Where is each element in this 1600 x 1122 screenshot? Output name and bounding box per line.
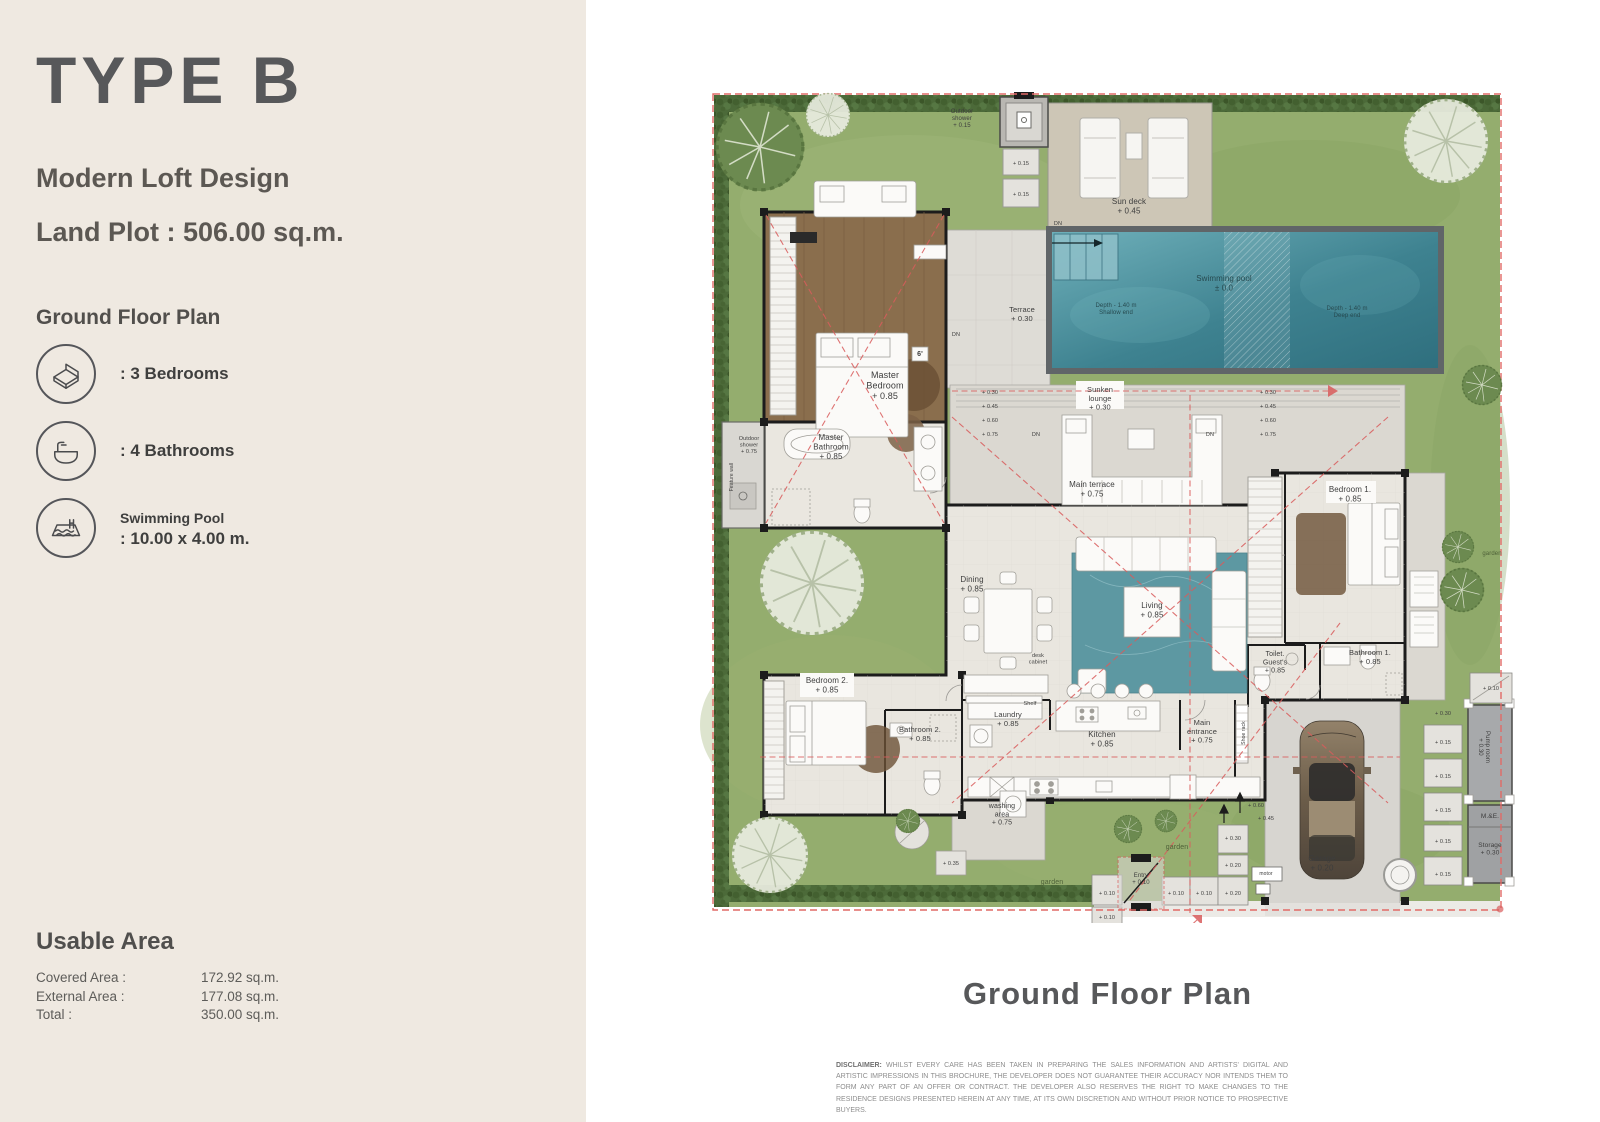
plan-label-main-entrance: Main entrance + 0.75 xyxy=(1187,718,1217,745)
bedrooms-feature xyxy=(36,344,249,404)
plan-label-bedroom-1: Bedroom 1. + 0.85 xyxy=(1328,485,1372,504)
plan-label-garden-2: garden xyxy=(1165,844,1189,851)
plan-label-outdoor-shower-left: Outdoor shower + 0.75 xyxy=(738,436,760,455)
plan-label-walk-stone-1: + 0.15 xyxy=(1434,740,1452,746)
plan-label-entrance-step-2: + 0.45 xyxy=(1258,816,1275,822)
plan-label-entry-stone-2: + 0.10 xyxy=(1098,915,1116,921)
feature-list xyxy=(36,344,249,575)
plan-label-walk-stone-3: + 0.15 xyxy=(1434,808,1452,814)
plan-label-walk-stone-4: + 0.15 xyxy=(1434,839,1452,845)
plan-label-toilet-guest: Toilet. Guest's + 0.85 xyxy=(1262,651,1288,675)
plan-label-kitchen: Kitchen + 0.85 xyxy=(1088,730,1116,749)
pool-icon xyxy=(36,498,96,558)
plan-label-garage: Garage + 0.20 xyxy=(1308,854,1336,873)
floor-plan xyxy=(700,85,1515,923)
plan-label-entry-stone-6: + 0.30 xyxy=(1224,836,1242,842)
plan-label-washer-stone: + 0.35 xyxy=(942,861,960,867)
plan-label-garden-1: garden xyxy=(1040,879,1064,886)
plan-label-me-room: M.&E. xyxy=(1480,813,1500,820)
usable-area-section xyxy=(36,928,306,1025)
plan-label-bathroom-2: Bathroom 2. + 0.85 xyxy=(899,725,941,743)
plan-label-bedroom-2: Bedroom 2. + 0.85 xyxy=(805,676,849,695)
bathtub-icon xyxy=(36,421,96,481)
plan-label-entry-stone-3: + 0.10 xyxy=(1167,891,1185,897)
disclaimer xyxy=(836,1060,1288,1116)
plan-label-depth-shallow: Depth - 1.40 m Shallow end xyxy=(1095,303,1137,317)
design-title: Modern Loft Design xyxy=(36,163,290,193)
plan-label-swimming-pool: Swimming pool ± 0.0 xyxy=(1196,274,1252,293)
plan-label-steps-left-4: + 0.75 xyxy=(982,432,999,438)
plan-label-dining: Dining + 0.85 xyxy=(960,575,984,594)
plan-label-motor: motor xyxy=(1259,871,1273,877)
plan-label-dn-steps-left: DN xyxy=(1031,432,1041,438)
plan-label-feature-wall: Feature wall xyxy=(729,462,735,492)
plan-label-steps-left-2: + 0.45 xyxy=(982,404,999,410)
plan-label-desk-cabinet: desk cabinet xyxy=(1028,653,1048,666)
pool-label: : 10.00 x 4.00 m. xyxy=(120,529,250,548)
swimming-pool xyxy=(1046,226,1444,374)
plan-label-walk-stone-2: + 0.15 xyxy=(1434,774,1452,780)
plan-label-dn-pool: DN xyxy=(1053,221,1063,227)
dining-table xyxy=(984,589,1032,653)
plan-label-entry-stone-4: + 0.10 xyxy=(1195,891,1213,897)
usable-area-heading: Usable Area xyxy=(36,928,174,955)
plan-label-walk-stone-5: + 0.15 xyxy=(1434,872,1452,878)
plan-label-storage: Storage + 0.30 xyxy=(1478,842,1502,857)
disclaimer-text: WHILST EVERY CARE HAS BEEN TAKEN IN PREPARING THE SALES INFORMATION AND ARTISTS' DIGITAL AND ARTISTIC IMPRESSIONS IN THIS BROCHURE, THE DEVELOPER DOES NOT GUARANTEE THEIR ACCURACY NOR INTENDS THEM TO FORM ANY PART OF AN OFFER OR CONTRACT. THE DEVELOPER ALSO RESERVES THE RIGHT TO MAKE CHANGES TO THE RESIDENCE DESIGNS PRESENTED HEREIN AT ANY TIME, AT ITS OWN DISCRETION AND WITHOUT PRIOR NOTICE TO PROSPECTIVE BUYERS. xyxy=(836,1062,1288,1114)
ground-floor-plan-label: Ground Floor Plan xyxy=(36,306,221,329)
tv-cabinet xyxy=(790,232,817,243)
plan-label-walk-stone-0: + 0.30 xyxy=(1434,711,1452,717)
covered-area-row: Covered Area : 172.92 sq.m. xyxy=(36,970,279,985)
plan-label-terrace: Terrace + 0.30 xyxy=(1009,305,1035,323)
plan-label-entrance-step-1: + 0.60 xyxy=(1248,803,1265,809)
plan-label-master-bedroom: Master Bedroom + 0.85 xyxy=(866,370,904,402)
plan-label-steps-left-3: + 0.60 xyxy=(982,418,999,424)
plan-label-laundry: Laundry + 0.85 xyxy=(994,710,1022,728)
bathrooms-feature xyxy=(36,421,249,481)
plan-label-washing-area: washing area + 0.75 xyxy=(988,803,1016,827)
total-area-row: Total : 350.00 sq.m. xyxy=(36,1007,279,1023)
plan-label-bed-size: 6' xyxy=(917,351,923,358)
plan-label-shoe-rack: Shoe rack xyxy=(1241,721,1247,745)
plan-label-outdoor-shower-top: Outdoor shower + 0.15 xyxy=(950,109,974,130)
plan-label-shelf: Shelf xyxy=(1023,701,1037,707)
plan-label-depth-deep: Depth - 1.40 m Deep end xyxy=(1326,306,1368,320)
plan-label-dn-steps-right: DN xyxy=(1205,432,1215,438)
plan-label-living: Living + 0.85 xyxy=(1140,601,1164,620)
disclaimer-label: DISCLAIMER: xyxy=(836,1062,882,1069)
plan-label-pump-stone: + 0.10 xyxy=(1482,686,1500,692)
bed-icon xyxy=(36,344,96,404)
plan-label-master-bathroom: Master Bathroom + 0.85 xyxy=(813,433,849,461)
plan-label-entry-stone-5: + 0.20 xyxy=(1224,891,1242,897)
plan-label-steps-right-4: + 0.75 xyxy=(1260,432,1277,438)
plan-label-entry: Entry + 0.10 xyxy=(1132,873,1150,887)
plan-label-steps-left-1: + 0.30 xyxy=(982,390,999,396)
pool-label-top: Swimming Pool xyxy=(120,509,225,526)
plan-label-steps-right-2: + 0.45 xyxy=(1260,404,1277,410)
plan-label-pump-room: Pump room+ 0.30 xyxy=(1476,731,1490,763)
pool-feature xyxy=(36,498,249,558)
living-sofa xyxy=(1076,537,1216,571)
bedrooms-label: : 3 Bedrooms xyxy=(120,364,229,384)
land-plot: Land Plot : 506.00 sq.m. xyxy=(36,217,344,247)
bathrooms-label: : 4 Bathrooms xyxy=(120,441,235,461)
info-panel xyxy=(0,0,586,1122)
plan-label-entry-stone-7: + 0.20 xyxy=(1224,863,1242,869)
plan-label-main-terrace: Main terrace + 0.75 xyxy=(1069,480,1115,499)
plan-title: Ground Floor Plan xyxy=(962,976,1253,1011)
plan-label-stone-top-2: + 0.15 xyxy=(1012,192,1030,198)
plan-label-steps-right-3: + 0.60 xyxy=(1260,418,1277,424)
external-area-row: External Area : 177.08 sq.m. xyxy=(36,988,279,1004)
plan-label-bathroom-1: Bathroom 1. + 0.85 xyxy=(1349,648,1391,666)
plan-label-steps-right-1: + 0.30 xyxy=(1260,390,1277,396)
type-title: TYPE B xyxy=(36,43,305,117)
plan-label-sunken-lounge: Sunken lounge + 0.30 xyxy=(1086,385,1114,412)
plan-label-sun-deck: Sun deck + 0.45 xyxy=(1111,197,1147,216)
plan-label-dn-terrace: DN xyxy=(951,332,961,338)
plan-label-entry-stone-1: + 0.10 xyxy=(1098,891,1116,897)
plan-label-garden-3: garden xyxy=(1482,551,1502,557)
desk-cabinet-unit xyxy=(964,675,1048,693)
plan-label-stone-top-1: + 0.15 xyxy=(1012,161,1030,167)
